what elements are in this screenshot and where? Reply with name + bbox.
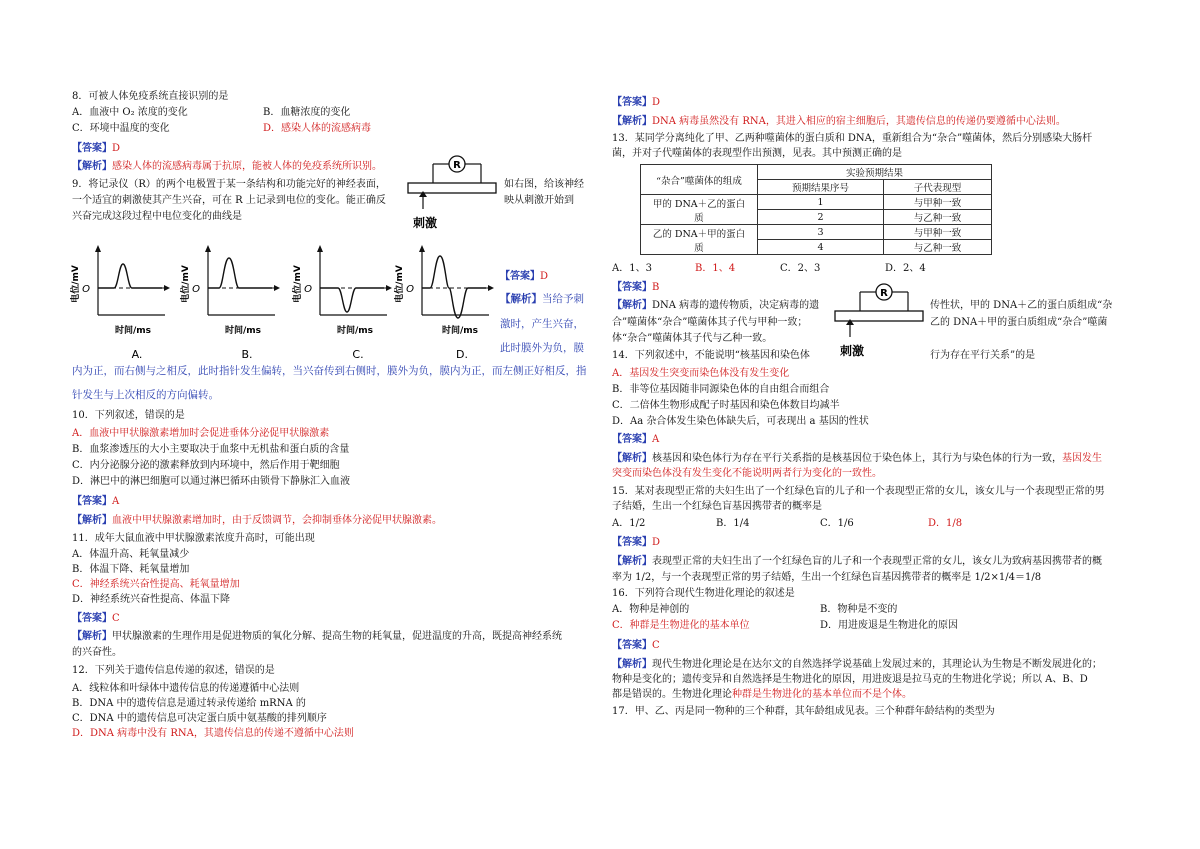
q16-stem: 16．下列符合现代生物进化理论的叙述是 — [612, 588, 795, 599]
q9-stem-line1-right: 如右图，给该神经 — [504, 179, 584, 190]
q9-explanation-side — [500, 292, 584, 306]
q13-option-b: B．1、4 — [695, 263, 736, 274]
option-label: B. — [241, 348, 253, 361]
q15-explanation — [612, 555, 1102, 569]
answer-tag: 【答案】 — [72, 143, 112, 154]
y-axis-label: 电位/mV — [293, 265, 303, 303]
table-group-2: 乙的 DNA＋甲的蛋白 质 — [641, 225, 758, 255]
q9-explanation-line5: 针发生与上次相反的方向偏转。 — [72, 389, 219, 401]
q12-option-a: A．线粒体和叶绿体中遗传信息的传递遵循中心法则 — [72, 683, 300, 694]
origin-label: O — [82, 284, 90, 295]
q14-stem: 14．下列叙述中，不能说明“核基因和染色体 — [612, 350, 810, 361]
q16-explanation — [612, 658, 1102, 672]
y-axis-label: 电位/mV — [71, 265, 81, 303]
q8-option-a: A．血液中 O₂ 浓度的变化 — [72, 107, 188, 118]
origin-label: O — [406, 284, 414, 295]
explanation-tag: 【解析】 — [72, 515, 112, 526]
explanation-highlight: 基因发生 — [1062, 453, 1102, 464]
q16-answer — [612, 639, 660, 653]
q8-option-c: C．环境中温度的变化 — [72, 123, 170, 134]
q11-option-a: A．体温升高、耗氧量减少 — [72, 549, 190, 560]
q9-answer — [500, 270, 548, 284]
q13-option-d: D．2、4 — [885, 263, 926, 274]
explanation-text: 现代生物进化理论是在达尔文的自然选择学说基础上发展过来的，其理论认为生物是不断发展进化的； — [652, 659, 1102, 670]
explanation-tag: 【解析】 — [612, 659, 652, 670]
q8-option-d: D．感染人体的流感病毒 — [263, 123, 372, 134]
q9-stem-line3: 兴奋完成这段过程中电位变化的曲线是 — [72, 211, 242, 222]
q12-answer — [612, 96, 660, 110]
q15-option-d: D．1/8 — [928, 518, 963, 529]
q11-option-b: B．体温下降、耗氧量增加 — [72, 564, 190, 575]
q16-option-a: A．物种是神创的 — [612, 604, 690, 615]
graph-a — [70, 245, 170, 361]
graph-b — [179, 245, 280, 361]
q9-stem-line2-right: 映从刺激开始到 — [504, 195, 574, 206]
q15-stem-line2: 子结婚，生出一个红绿色盲基因携带者的概率是 — [612, 501, 822, 512]
explanation-text: DNA 病毒的遗传物质，决定病毒的遗 — [652, 300, 820, 311]
table-cell-phenotype: 与甲种一致 — [884, 225, 992, 240]
q9-nerve-recorder-diagram — [405, 153, 500, 233]
q9-explanation-side-3: 此时膜外为负，膜 — [500, 342, 584, 354]
q14-option-a: A．基因发生突变而染色体没有发生变化 — [612, 368, 790, 379]
answer-tag: 【答案】 — [72, 496, 112, 507]
explanation-text: 当给予刺 — [542, 293, 584, 305]
stimulus-label: 刺激 — [412, 216, 438, 230]
answer-value: D — [112, 143, 121, 154]
q9-explanation-line4: 内为正，而右侧与之相反，此时指针发生偏转，当兴奋传到右侧时，膜外为负，膜内为正，而左侧正好相反，指 — [72, 365, 587, 377]
q11-option-c: C．神经系统兴奋性提高、耗氧量增加 — [72, 579, 240, 590]
explanation-tag: 【解析】 — [612, 300, 652, 311]
y-axis-label: 电位/mV — [181, 265, 191, 303]
q8-stem: 8．可被人体免疫系统直接识别的是 — [72, 91, 229, 102]
table-header-number: 预期结果序号 — [758, 180, 884, 195]
q13-nerve-recorder-diagram — [832, 281, 927, 361]
origin-label: O — [192, 284, 200, 295]
q16-option-b: B．物种是不变的 — [820, 604, 898, 615]
explanation-text: 血液中甲状腺激素增加时，由于反馈调节，会抑制垂体分泌促甲状腺激素。 — [112, 515, 442, 526]
answer-value: C — [652, 640, 660, 651]
q14-option-c: C．二倍体生物形成配子时基因和染色体数目均减半 — [612, 400, 840, 411]
q13-explanation — [612, 299, 819, 313]
q12-stem: 12．下列关于遗传信息传递的叙述，错误的是 — [72, 665, 275, 676]
table-cell-number: 4 — [758, 240, 884, 255]
q17-stem: 17．甲、乙、丙是同一物种的三个种群，其年龄组成见表。三个种群年龄结构的类型为 — [612, 706, 995, 717]
x-axis-label: 时间/ms — [336, 326, 374, 336]
table-cell-phenotype: 与乙种一致 — [884, 210, 992, 225]
q9-stem-line2: 一个适宜的刺激使其产生兴奋，可在 R 上记录到电位的变化。能正确反 — [72, 195, 386, 206]
explanation-text: 感染人体的流感病毒属于抗原，能被人体的免疫系统所识别。 — [112, 161, 382, 172]
explanation-text: 甲状腺激素的生理作用是促进物质的氧化分解、提高生物的耗氧量，促进温度的升高，既提高神经系统 — [112, 631, 562, 642]
q10-answer — [72, 495, 119, 509]
answer-tag: 【答案】 — [500, 271, 540, 282]
table-cell-number: 2 — [758, 210, 884, 225]
q12-option-c: C．DNA 中的遗传信息可决定蛋白质中氨基酸的排列顺序 — [72, 713, 327, 724]
q13-explanation-line2-right: 乙的 DNA＋甲的蛋白质组成“杂合”噬菌 — [930, 317, 1108, 328]
q11-option-d: D．神经系统兴奋性提高、体温下降 — [72, 594, 231, 605]
q16-explanation-line3: 都是错误的。生物进化理论种群是生物进化的基本单位而不是个体。 — [612, 689, 912, 700]
q13-stem-line1: 13．某同学分离纯化了甲、乙两种噬菌体的蛋白质和 DNA，重新组合为“杂合”噬菌体，然后分别感染大肠杆 — [612, 133, 1093, 144]
q14-explanation-line2: 突变而染色体没有发生变化不能说明两者行为变化的一致性。 — [612, 468, 882, 479]
explanation-highlight: 种群是生物进化的基本单位而不是个体。 — [732, 689, 912, 700]
x-axis-label: 时间/ms — [114, 326, 152, 336]
q13-explanation-line2: 合”噬菌体“杂合”噬菌体其子代与甲种一致； — [612, 317, 808, 328]
table-row — [641, 195, 992, 210]
table-row — [641, 165, 992, 180]
q12-option-d: D．DNA 病毒中没有 RNA，其遗传信息的传递不遵循中心法则 — [72, 728, 354, 739]
explanation-text: 表现型正常的夫妇生出了一个红绿色盲的儿子和一个表现型正常的女儿，该女儿为致病基因携带者的概 — [652, 556, 1102, 567]
table-header-expected: 实验预期结果 — [758, 165, 992, 180]
answer-value: D — [540, 271, 549, 282]
q13-table — [640, 164, 992, 255]
option-label: D. — [456, 348, 468, 361]
explanation-text: DNA 病毒虽然没有 RNA，其进入相应的宿主细胞后，其遗传信息的传递仍要遵循中心法则。 — [652, 116, 1066, 127]
answer-tag: 【答案】 — [612, 97, 652, 108]
x-axis-label: 时间/ms — [441, 326, 479, 336]
q11-answer — [72, 612, 120, 626]
table-cell-phenotype: 与甲种一致 — [884, 195, 992, 210]
q12-explanation — [612, 115, 1066, 129]
q9-potential-graphs — [70, 240, 510, 362]
q14-answer — [612, 433, 659, 447]
graph-d — [393, 245, 494, 361]
table-cell-number: 1 — [758, 195, 884, 210]
q15-stem-line1: 15．某对表现型正常的夫妇生出了一个红绿色盲的儿子和一个表现型正常的女儿，该女儿与一个表现型正常的男 — [612, 486, 1105, 497]
answer-value: C — [112, 613, 120, 624]
q14-stem-right: 行为存在平行关系”的是 — [930, 350, 1036, 361]
graph-c — [291, 245, 392, 361]
q12-option-b: B．DNA 中的遗传信息是通过转录传递给 mRNA 的 — [72, 698, 306, 709]
q16-option-c: C．种群是生物进化的基本单位 — [612, 620, 750, 631]
q13-option-c: C．2、3 — [780, 263, 821, 274]
explanation-text: 核基因和染色体行为存在平行关系指的是核基因位于染色体上，其行为与染色体的行为一致， — [652, 453, 1062, 464]
explanation-tag: 【解析】 — [612, 556, 652, 567]
answer-value: A — [652, 434, 660, 445]
explanation-tag: 【解析】 — [612, 116, 652, 127]
q14-option-b: B．非等位基因随非同源染色体的自由组合而组合 — [612, 384, 830, 395]
q9-stem-line1: 9．将记录仪（R）的两个电极置于某一条结构和功能完好的神经表面， — [72, 179, 386, 190]
answer-tag: 【答案】 — [612, 282, 652, 293]
q16-explanation-line2: 物种是变化的；遗传变异和自然选择是生物进化的原因，用进废退是拉马克的生物进化学说；所以 A、B、D — [612, 674, 1088, 685]
q13-explanation-right: 传性状，甲的 DNA＋乙的蛋白质组成“杂 — [930, 300, 1113, 311]
q10-option-a: A．血液中甲状腺激素增加时会促进垂体分泌促甲状腺激素 — [72, 428, 330, 439]
q15-option-c: C．1/6 — [820, 518, 854, 529]
q15-option-b: B．1/4 — [716, 518, 750, 529]
q14-option-d: D．Aa 杂合体发生染色体缺失后，可表现出 a 基因的性状 — [612, 416, 869, 427]
q11-explanation-line2: 的兴奋性。 — [72, 647, 122, 658]
q10-option-c: C．内分泌腺分泌的激素释放到内环境中，然后作用于靶细胞 — [72, 460, 340, 471]
recorder-r-label: R — [880, 288, 888, 299]
q13-answer — [612, 281, 659, 295]
q10-explanation — [72, 514, 442, 528]
answer-value: D — [652, 537, 661, 548]
q10-option-b: B．血浆渗透压的大小主要取决于血浆中无机盐和蛋白质的含量 — [72, 444, 350, 455]
q14-explanation — [612, 452, 1102, 466]
x-axis-label: 时间/ms — [224, 326, 262, 336]
explanation-tag: 【解析】 — [72, 631, 112, 642]
q10-stem: 10．下列叙述，错误的是 — [72, 410, 185, 421]
q11-explanation — [72, 630, 562, 644]
q8-answer — [72, 142, 120, 156]
table-header-phenotype: 子代表现型 — [884, 180, 992, 195]
table-row — [641, 225, 992, 240]
option-label: C. — [352, 348, 364, 361]
answer-value: B — [652, 282, 660, 293]
q9-explanation-side-2: 激时，产生兴奋， — [500, 318, 584, 330]
q13-explanation-line3: 体“杂合”噬菌体其子代与乙种一致。 — [612, 333, 773, 344]
q15-answer — [612, 536, 660, 550]
table-cell-number: 3 — [758, 225, 884, 240]
option-label: A. — [131, 348, 143, 361]
q15-explanation-line2: 率为 1/2，与一个表现型正常的男子结婚，生出一个红绿色盲基因携带者的概率是 1/2×1/4＝1/8 — [612, 572, 1042, 583]
explanation-tag: 【解析】 — [500, 293, 542, 305]
answer-value: A — [112, 496, 120, 507]
q10-option-d: D．淋巴中的淋巴细胞可以通过淋巴循环由锁骨下静脉汇入血液 — [72, 476, 351, 487]
y-axis-label: 电位/mV — [395, 265, 405, 303]
recorder-r-label: R — [453, 160, 461, 171]
table-header-group: “杂合”噬菌体的组成 — [641, 165, 758, 195]
q16-option-d: D．用进废退是生物进化的原因 — [820, 620, 959, 631]
answer-tag: 【答案】 — [612, 640, 652, 651]
table-cell-phenotype: 与乙种一致 — [884, 240, 992, 255]
table-group-1: 甲的 DNA＋乙的蛋白 质 — [641, 195, 758, 225]
explanation-tag: 【解析】 — [612, 453, 652, 464]
q13-option-a: A．1、3 — [612, 263, 652, 274]
answer-value: D — [652, 97, 661, 108]
q11-stem: 11．成年大鼠血液中甲状腺激素浓度升高时，可能出现 — [72, 533, 315, 544]
q15-option-a: A．1/2 — [612, 518, 646, 529]
stimulus-label: 刺激 — [839, 344, 865, 358]
q8-option-b: B．血糖浓度的变化 — [263, 107, 351, 118]
answer-tag: 【答案】 — [612, 537, 652, 548]
explanation-tag: 【解析】 — [72, 161, 112, 172]
origin-label: O — [304, 284, 312, 295]
q8-explanation — [72, 160, 382, 174]
answer-tag: 【答案】 — [612, 434, 652, 445]
answer-tag: 【答案】 — [72, 613, 112, 624]
q13-stem-line2: 菌，并对子代噬菌体的表现型作出预测，见表。其中预测正确的是 — [612, 148, 902, 159]
